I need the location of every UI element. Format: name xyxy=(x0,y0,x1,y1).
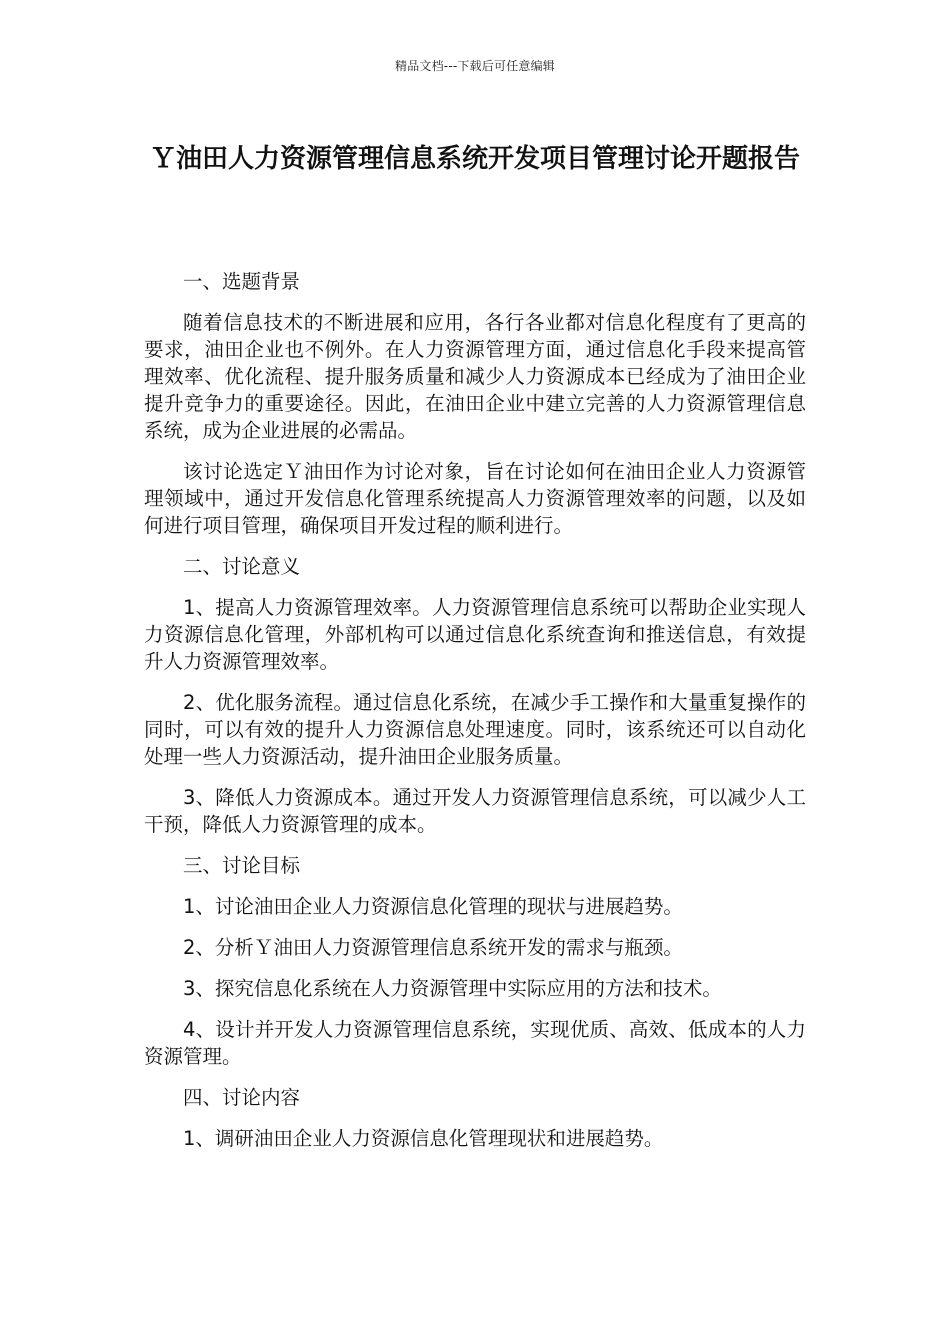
paragraph: 3、探究信息化系统在人力资源管理中实际应用的方法和技术。 xyxy=(183,977,722,1000)
paragraph: 2、优化服务流程。通过信息化系统，在减少手工操作和大量重复操作的同时，可以有效的提升人力资源信息处理速度。同时，该系统还可以自动化处理一些人力资源活动，提升油田企业服务质量。 xyxy=(144,691,806,768)
paragraph: 随着信息技术的不断进展和应用，各行各业都对信息化程度有了更高的要求，油田企业也不例外。在人力资源管理方面，通过信息化手段来提高管理效率、优化流程、提升服务质量和减少人力资源成本已经成为了油田企业提升竞争力的重要途径。因此，在油田企业中建立完善的人力资源管理信息系统，成为企业进展的必需品。 xyxy=(144,311,806,442)
document-body xyxy=(144,268,806,1166)
paragraph: 4、设计并开发人力资源管理信息系统，实现优质、高效、低成本的人力资源管理。 xyxy=(144,1018,806,1068)
header-note: 精品文档---下载后可任意编辑 xyxy=(395,59,555,73)
paragraph: 3、降低人力资源成本。通过开发人力资源管理信息系统，可以减少人工干预，降低人力资源管理的成本。 xyxy=(144,786,806,836)
section-heading-goals: 三、讨论目标 xyxy=(183,854,301,877)
paragraph: 1、调研油田企业人力资源信息化管理现状和进展趋势。 xyxy=(183,1127,664,1150)
document-title: Ｙ油田人力资源管理信息系统开发项目管理讨论开题报告 xyxy=(149,144,800,174)
paragraph: 1、提高人力资源管理效率。人力资源管理信息系统可以帮助企业实现人力资源信息化管理，外部机构可以通过信息化系统查询和推送信息，有效提升人力资源管理效率。 xyxy=(144,596,806,673)
paragraph: 2、分析Ｙ油田人力资源管理信息系统开发的需求与瓶颈。 xyxy=(183,936,683,959)
paragraph: 1、讨论油田企业人力资源信息化管理的现状与进展趋势。 xyxy=(183,895,683,918)
paragraph: 该讨论选定Ｙ油田作为讨论对象，旨在讨论如何在油田企业人力资源管理领域中，通过开发信息化管理系统提高人力资源管理效率的问题，以及如何进行项目管理，确保项目开发过程的顺利进行。 xyxy=(144,460,806,537)
section-heading-significance: 二、讨论意义 xyxy=(183,555,301,578)
section-heading-background: 一、选题背景 xyxy=(183,270,301,293)
section-heading-content: 四、讨论内容 xyxy=(183,1086,301,1109)
